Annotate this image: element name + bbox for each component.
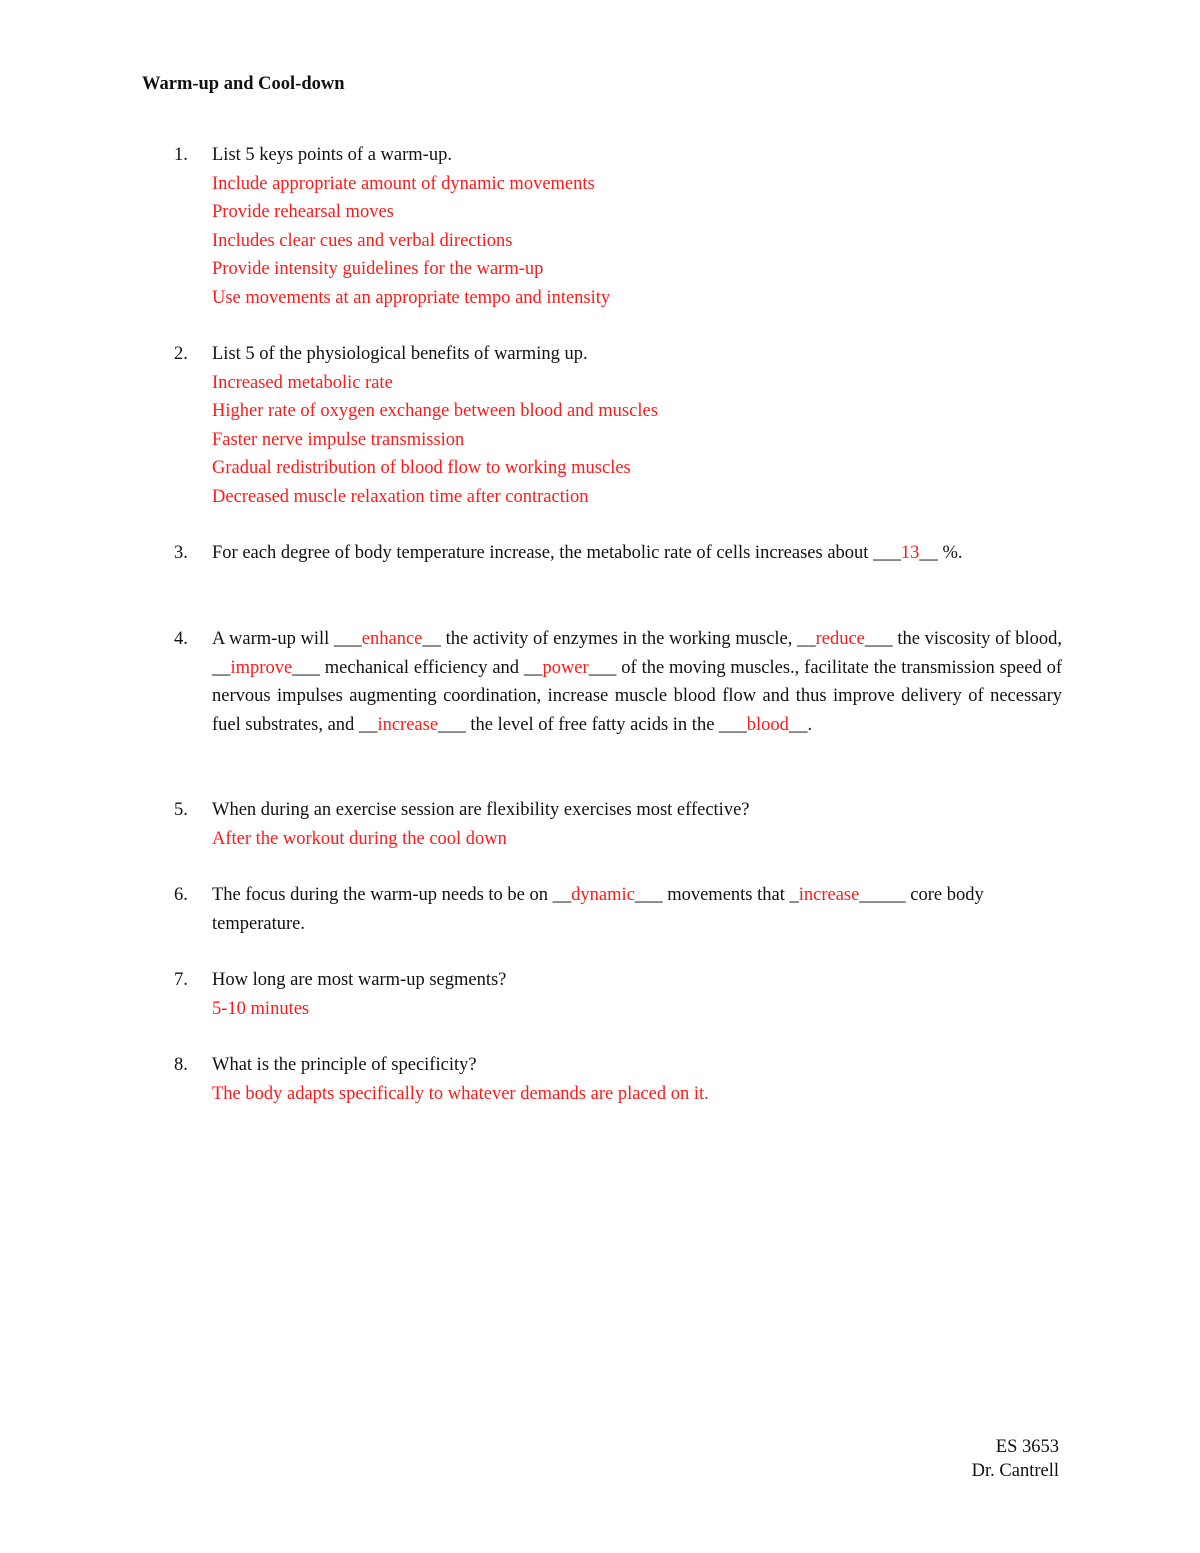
question-1 — [142, 141, 1062, 312]
question-number: 2. — [174, 344, 188, 364]
question-6 — [142, 881, 1062, 938]
blank-answer: increase — [377, 714, 439, 735]
blank-answer: improve — [230, 657, 293, 678]
question-text-part: __ the activity of enzymes in the working muscle, __ — [422, 629, 816, 649]
answer-line: Includes clear cues and verbal directions — [212, 230, 513, 251]
question-4 — [142, 625, 1062, 739]
question-text-part: ___ the viscosity of blood, __ — [212, 629, 1063, 678]
question-number: 4. — [174, 629, 188, 649]
question-text — [212, 625, 1062, 739]
question-8 — [142, 1051, 1062, 1108]
answer-line: Use movements at an appropriate tempo and intensity — [212, 287, 611, 308]
question-text-part: _____ core body temperature. — [212, 885, 984, 934]
answer-line: Include appropriate amount of dynamic movements — [212, 173, 595, 194]
answer-line: Increased metabolic rate — [212, 372, 393, 393]
question-prompt: When during an exercise session are flexibility exercises most effective? — [212, 800, 750, 820]
question-text-part: ___ movements that _ — [634, 885, 799, 905]
blank-answer: power — [542, 657, 589, 678]
answer-line: Decreased muscle relaxation time after contraction — [212, 486, 589, 507]
question-text-part: __. — [788, 714, 813, 735]
blank-answer: reduce — [815, 629, 865, 649]
question-5 — [142, 796, 1062, 853]
question-text-part: A warm-up will ___ — [212, 629, 362, 649]
instructor-name: Dr. Cantrell — [971, 1460, 1059, 1481]
answer-line: Gradual redistribution of blood flow to working muscles — [212, 458, 631, 478]
answer-line: Faster nerve impulse transmission — [212, 429, 465, 450]
blank-answer: enhance — [361, 629, 423, 649]
question-number: 7. — [174, 970, 188, 990]
question-7 — [142, 966, 1062, 1023]
question-prompt: List 5 keys points of a warm-up. — [212, 145, 452, 165]
blank-answer: increase — [798, 885, 860, 905]
question-text-part: ___ of the moving muscles., facilitate the transmission speed of nervous impulses augmenting coordination, increase muscle blood flow and thus improve delivery of necessary fuel substrates, and __ — [212, 657, 1062, 735]
question-text-part: __ %. — [919, 543, 963, 563]
document-footer — [972, 1436, 1059, 1483]
question-number: 3. — [174, 543, 188, 563]
question-prompt: What is the principle of specificity? — [212, 1055, 477, 1075]
course-code: ES 3653 — [995, 1437, 1059, 1457]
answer-line: 5-10 minutes — [212, 998, 310, 1019]
blank-answer: dynamic — [571, 885, 635, 905]
blank-answer: blood — [746, 714, 789, 735]
question-text-part: The focus during the warm-up needs to be on __ — [212, 885, 572, 905]
question-number: 5. — [174, 800, 188, 820]
question-text — [212, 539, 1062, 568]
question-number: 1. — [174, 145, 188, 165]
document-title: Warm-up and Cool-down — [142, 74, 345, 94]
question-text-part: For each degree of body temperature increase, the metabolic rate of cells increases about ___ — [212, 543, 901, 563]
answer-line: Provide intensity guidelines for the warm-up — [212, 259, 544, 279]
question-text-part: ___ mechanical efficiency and __ — [292, 657, 543, 678]
question-2 — [142, 340, 1062, 511]
answer-line: Higher rate of oxygen exchange between blood and muscles — [212, 401, 658, 421]
question-number: 6. — [174, 885, 188, 905]
answer-line: The body adapts specifically to whatever demands are placed on it. — [212, 1083, 709, 1104]
question-number: 8. — [174, 1055, 188, 1075]
answer-line: Provide rehearsal moves — [212, 202, 394, 222]
question-3 — [142, 539, 1062, 568]
answer-line: After the workout during the cool down — [212, 828, 507, 849]
question-prompt: List 5 of the physiological benefits of warming up. — [212, 344, 588, 364]
question-prompt: How long are most warm-up segments? — [212, 970, 507, 990]
blank-answer: 13 — [900, 543, 920, 563]
question-text-part: ___ the level of free fatty acids in the ___ — [438, 714, 747, 735]
question-text — [212, 881, 1062, 938]
